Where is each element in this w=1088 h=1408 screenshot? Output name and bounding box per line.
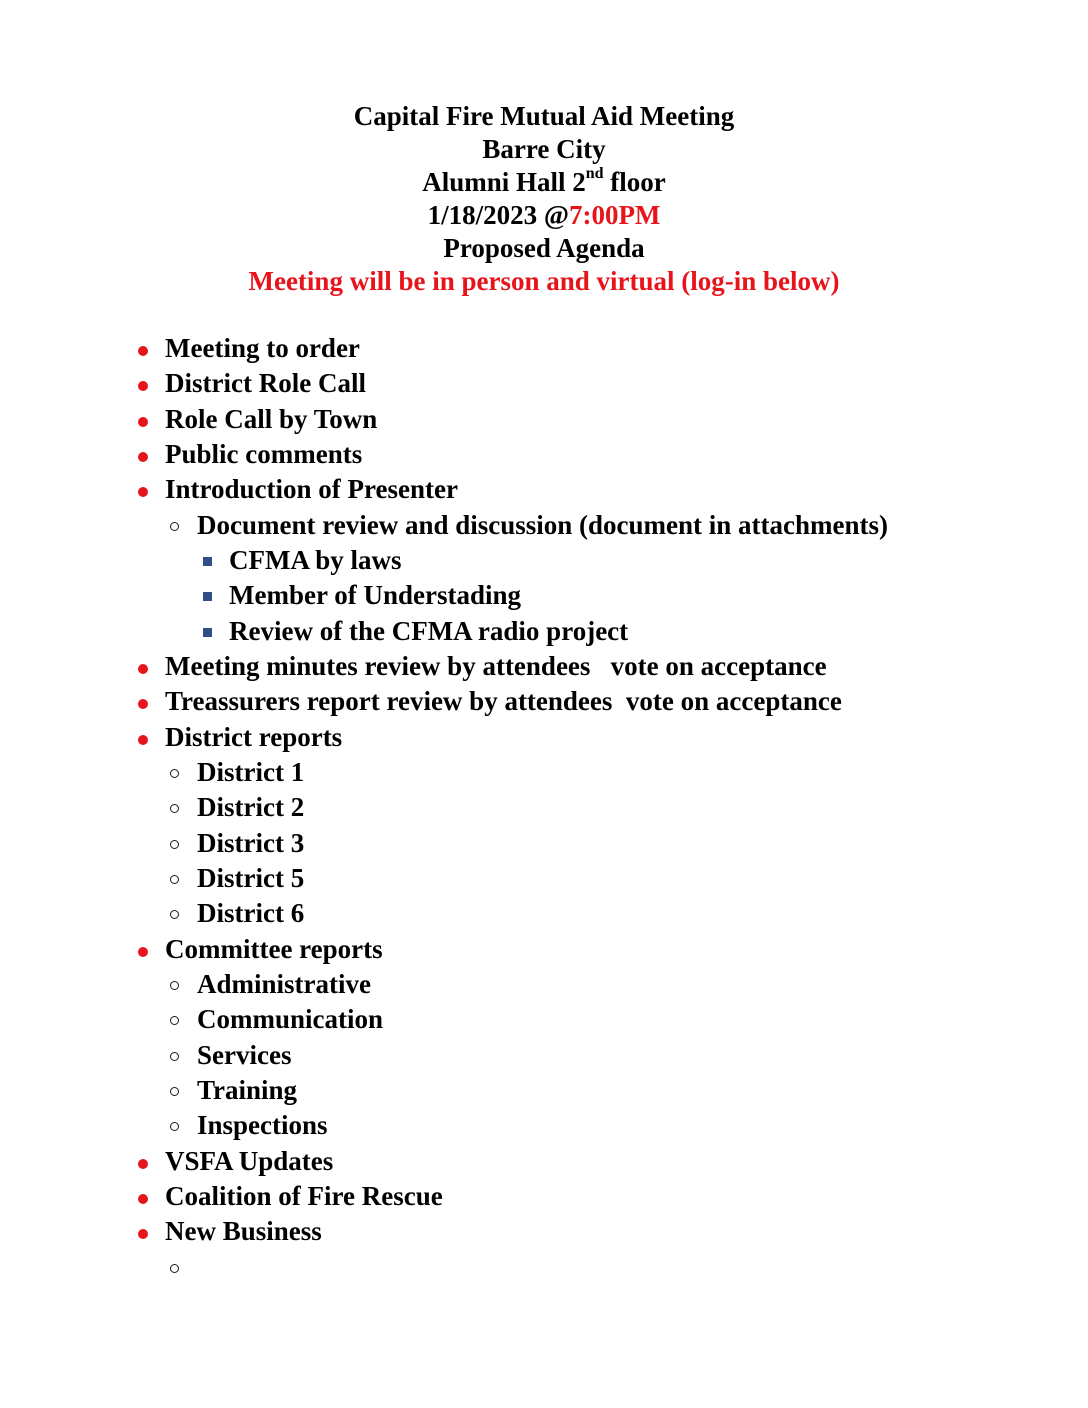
- red-dot-bullet-icon: [138, 1159, 148, 1169]
- meeting-datetime: [0, 199, 1088, 232]
- document-header: [0, 100, 1088, 298]
- hollow-circle-bullet-icon: [170, 1122, 179, 1131]
- red-dot-bullet-icon: [138, 947, 148, 957]
- agenda-subsubitem: Review of the CFMA radio project: [0, 614, 1088, 649]
- location-main: Alumni Hall 2: [422, 167, 586, 197]
- meeting-title: Capital Fire Mutual Aid Meeting: [353, 101, 735, 131]
- red-dot-bullet-icon: [138, 417, 148, 427]
- hollow-circle-bullet-icon: [170, 1087, 179, 1096]
- agenda-item: Role Call by Town: [0, 402, 1088, 437]
- agenda-item: Meeting to order: [0, 331, 1088, 366]
- agenda-list: [0, 331, 1088, 1285]
- meeting-location: [0, 166, 1088, 199]
- agenda-item: Public comments: [0, 437, 1088, 472]
- red-dot-bullet-icon: [138, 487, 148, 497]
- red-dot-bullet-icon: [138, 699, 148, 709]
- hollow-circle-bullet-icon: [170, 1016, 179, 1025]
- hollow-circle-bullet-icon: [170, 840, 179, 849]
- hollow-circle-bullet-icon: [170, 769, 179, 778]
- red-dot-bullet-icon: [138, 664, 148, 674]
- agenda-label: Proposed Agenda: [443, 233, 645, 263]
- square-bullet-icon: [203, 628, 212, 637]
- red-dot-bullet-icon: [138, 452, 148, 462]
- red-dot-bullet-icon: [138, 1194, 148, 1204]
- agenda-subitem: Communication: [0, 1002, 1088, 1037]
- hollow-circle-bullet-icon: [170, 910, 179, 919]
- red-dot-bullet-icon: [138, 381, 148, 391]
- hollow-circle-bullet-icon: [170, 522, 179, 531]
- hollow-circle-bullet-icon: [170, 1052, 179, 1061]
- location-superscript: nd: [585, 165, 604, 182]
- red-dot-bullet-icon: [138, 735, 148, 745]
- agenda-item: District Role Call: [0, 366, 1088, 401]
- agenda-subitem: District 6: [0, 896, 1088, 931]
- agenda-subitem-empty: [0, 1250, 1088, 1285]
- meeting-city: Barre City: [482, 134, 606, 164]
- hollow-circle-bullet-icon: [170, 875, 179, 884]
- square-bullet-icon: [203, 557, 212, 566]
- location-rest: floor: [603, 167, 666, 197]
- agenda-subsubitem: Member of Understading: [0, 578, 1088, 613]
- agenda-item: New Business: [0, 1214, 1088, 1249]
- agenda-item: District reports: [0, 720, 1088, 755]
- agenda-item: Coalition of Fire Rescue: [0, 1179, 1088, 1214]
- hollow-circle-bullet-icon: [170, 804, 179, 813]
- agenda-subitem: Document review and discussion (document in attachments): [0, 508, 1088, 543]
- agenda-item: Committee reports: [0, 932, 1088, 967]
- meeting-notice: Meeting will be in person and virtual (log-in below): [248, 266, 840, 296]
- red-dot-bullet-icon: [138, 346, 148, 356]
- agenda-item: Introduction of Presenter: [0, 472, 1088, 507]
- agenda-subitem: District 2: [0, 790, 1088, 825]
- agenda-subitem: District 1: [0, 755, 1088, 790]
- agenda-subitem: Services: [0, 1038, 1088, 1073]
- agenda-item: Meeting minutes review by attendees vote on acceptance: [0, 649, 1088, 684]
- meeting-date: 1/18/2023 @: [427, 200, 569, 230]
- meeting-time: 7:00PM: [568, 200, 661, 230]
- agenda-subitem: Inspections: [0, 1108, 1088, 1143]
- agenda-item: Treassurers report review by attendees vote on acceptance: [0, 684, 1088, 719]
- agenda-subsubitem: CFMA by laws: [0, 543, 1088, 578]
- agenda-subitem: Training: [0, 1073, 1088, 1108]
- red-dot-bullet-icon: [138, 1229, 148, 1239]
- agenda-subitem: District 3: [0, 826, 1088, 861]
- agenda-item: VSFA Updates: [0, 1144, 1088, 1179]
- hollow-circle-bullet-icon: [170, 981, 179, 990]
- square-bullet-icon: [203, 592, 212, 601]
- agenda-subitem: District 5: [0, 861, 1088, 896]
- agenda-subitem: Administrative: [0, 967, 1088, 1002]
- hollow-circle-bullet-icon: [170, 1264, 179, 1273]
